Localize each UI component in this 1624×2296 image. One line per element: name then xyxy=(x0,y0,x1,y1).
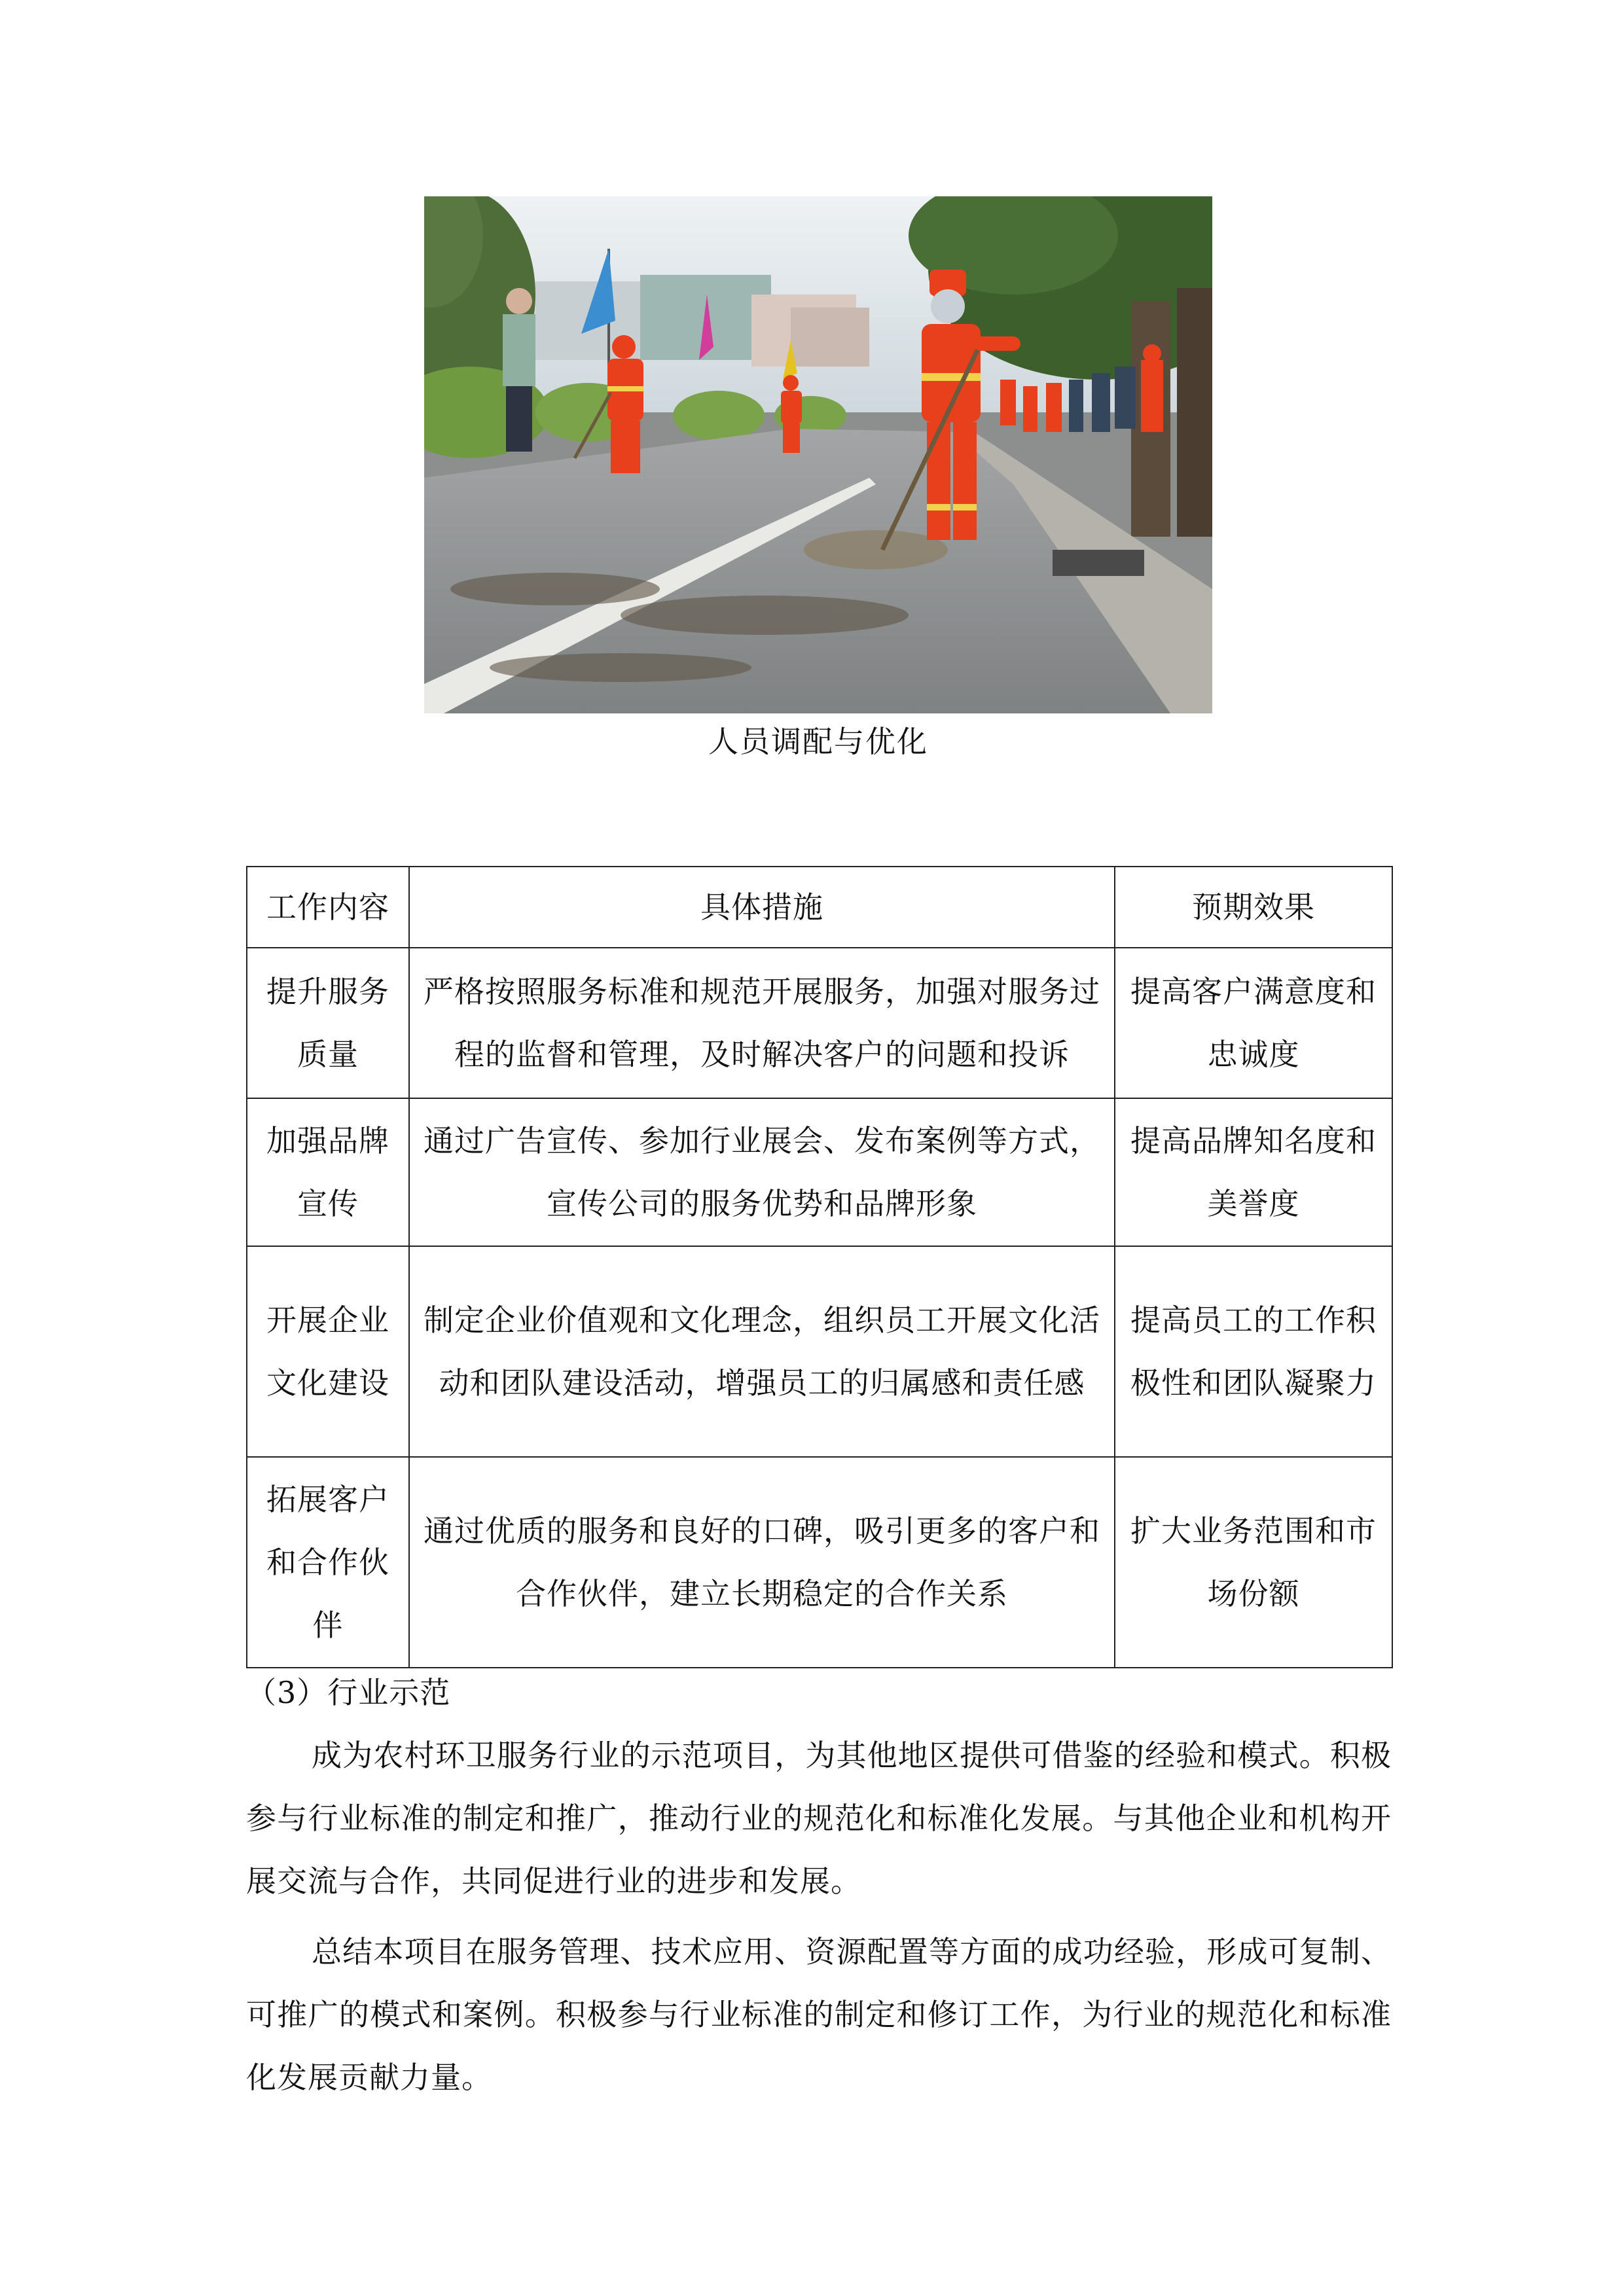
row-content: 加强品牌宣传 xyxy=(247,1098,409,1246)
table-row xyxy=(247,1246,1392,1457)
header-content: 工作内容 xyxy=(247,867,409,948)
measures-table xyxy=(246,866,1392,1668)
photo-caption: 人员调配与优化 xyxy=(708,724,928,759)
table-row xyxy=(247,1457,1392,1668)
sanitation-photo xyxy=(424,196,1212,713)
header-effect: 预期效果 xyxy=(1115,867,1392,948)
row-content: 开展企业文化建设 xyxy=(247,1246,409,1457)
paragraph-summary: 总结本项目在服务管理、技术应用、资源配置等方面的成功经验，形成可复制、可推广的模式和案例。积极参与行业标准的制定和修订工作，为行业的规范化和标准化发展贡献力量。 xyxy=(246,1934,1392,2095)
drain-grate xyxy=(1053,550,1144,576)
paragraph-industry-demo: 成为农村环卫服务行业的示范项目，为其他地区提供可借鉴的经验和模式。积极参与行业标准的制定和推广，推动行业的规范化和标准化发展。与其他企业和机构开展交流与合作，共同促进行业的进步和发展。 xyxy=(246,1738,1392,1899)
row-measures: 严格按照服务标准和规范开展服务，加强对服务过程的监督和管理，及时解决客户的问题和投诉 xyxy=(409,948,1115,1098)
row-measures: 制定企业价值观和文化理念，组织员工开展文化活动和团队建设活动，增强员工的归属感和责任感 xyxy=(409,1246,1115,1457)
measures-table-grid xyxy=(246,866,1393,1668)
table-header-row xyxy=(247,867,1392,948)
table-row xyxy=(247,948,1392,1098)
table-row xyxy=(247,1098,1392,1246)
header-measures: 具体措施 xyxy=(409,867,1115,948)
row-effect: 提高客户满意度和忠诚度 xyxy=(1115,948,1392,1098)
section-heading: （3）行业示范 xyxy=(246,1675,451,1710)
row-content: 提升服务质量 xyxy=(247,948,409,1098)
sanitation-photo-illustration xyxy=(424,196,1212,713)
row-measures: 通过优质的服务和良好的口碑，吸引更多的客户和合作伙伴，建立长期稳定的合作关系 xyxy=(409,1457,1115,1668)
row-effect: 提高品牌知名度和美誉度 xyxy=(1115,1098,1392,1246)
row-content: 拓展客户和合作伙伴 xyxy=(247,1457,409,1668)
row-effect: 扩大业务范围和市场份额 xyxy=(1115,1457,1392,1668)
row-measures: 通过广告宣传、参加行业展会、发布案例等方式，宣传公司的服务优势和品牌形象 xyxy=(409,1098,1115,1246)
row-effect: 提高员工的工作积极性和团队凝聚力 xyxy=(1115,1246,1392,1457)
